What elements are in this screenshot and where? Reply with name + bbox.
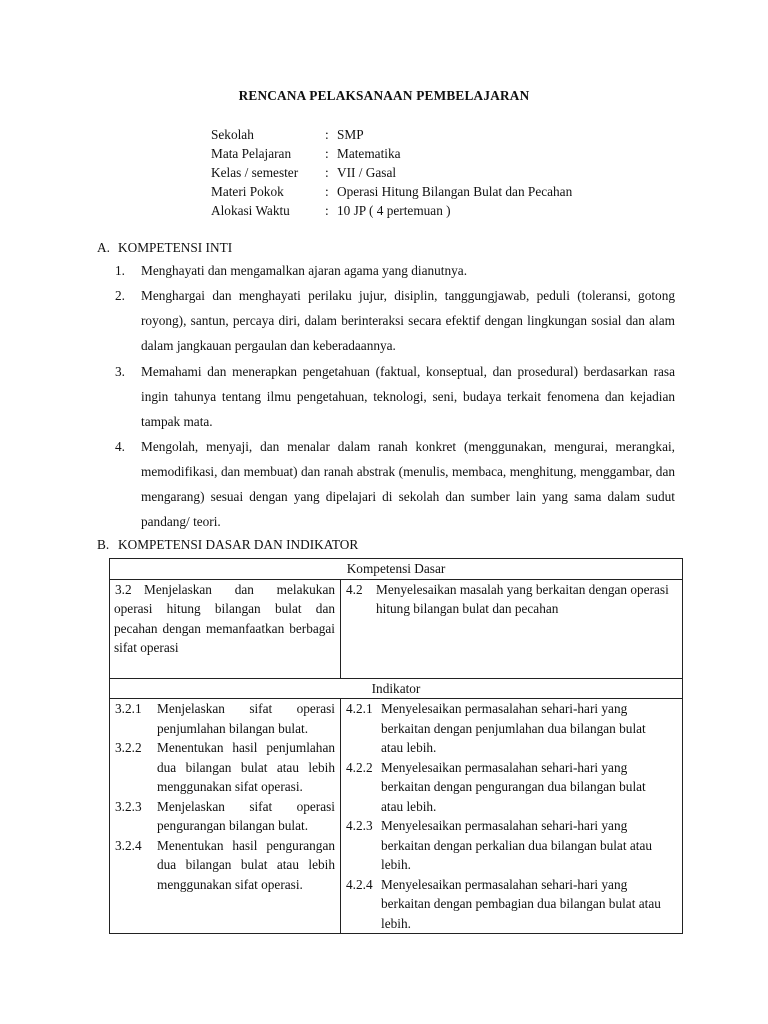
identity-label: Materi Pokok bbox=[211, 184, 284, 199]
identity-row-kelas bbox=[211, 163, 396, 182]
indikator-number: 4.2.4 bbox=[346, 876, 373, 892]
identity-colon: : bbox=[325, 127, 329, 142]
indikator-item-4-2-3 bbox=[346, 816, 671, 875]
identity-value: 10 JP ( 4 pertemuan ) bbox=[337, 203, 451, 218]
indikator-text: Menjelaskan sifat operasi pengurangan bilangan bulat. bbox=[157, 798, 335, 833]
indikator-text: Menentukan hasil pengurangan dua bilangan bulat atau lebih menggunakan sifat operasi. bbox=[157, 837, 335, 892]
identity-colon: : bbox=[325, 146, 329, 161]
indikator-item-3-2-3 bbox=[115, 797, 335, 836]
identity-colon: : bbox=[325, 165, 329, 180]
identity-value: VII / Gasal bbox=[337, 165, 397, 180]
ki-number: 3. bbox=[115, 364, 125, 379]
indikator-number: 3.2.2 bbox=[115, 740, 142, 755]
indikator-number: 4.2.1 bbox=[346, 701, 373, 716]
ki-text: Mengolah, menyaji, dan menalar dalam ranah konkret (menggunakan, mengurai, merangkai, memodifikasi, dan membuat) dan ranah abstrak (menulis, membaca, menghitung, menggambar, dan mengarang) sesuai dengan yang dipelajari di sekolah dan sumber lain yang sama dalam sudut pandang/ teori. bbox=[141, 439, 675, 529]
indikator-text: Menentukan hasil penjumlahan dua bilangan bulat atau lebih menggunakan sifat operasi. bbox=[157, 740, 335, 794]
section-letter: B. bbox=[97, 537, 110, 552]
kd-left-cell bbox=[110, 579, 341, 678]
identity-row-mata-pelajaran bbox=[211, 144, 401, 163]
ki-number: 2. bbox=[115, 288, 125, 303]
indikator-item-4-2-2 bbox=[346, 758, 671, 817]
indikator-item-3-2-1 bbox=[115, 699, 335, 738]
kd-header-cell: Kompetensi Dasar bbox=[110, 559, 683, 580]
identity-value: Operasi Hitung Bilangan Bulat dan Pecahan bbox=[337, 184, 573, 199]
kd-text: Menyelesaikan masalah yang berkaitan dengan operasi hitung bilangan bulat dan pecahan bbox=[376, 581, 669, 616]
kd-text: Menjelaskan dan melakukan operasi hitung bilangan bulat dan pecahan dengan memanfaatkan berbagai sifat operasi bbox=[114, 581, 335, 655]
identity-row-materi-pokok bbox=[211, 182, 572, 201]
indikator-number: 3.2.3 bbox=[115, 798, 142, 814]
kd-item-4-2 bbox=[346, 580, 677, 619]
indikator-number: 4.2.2 bbox=[346, 759, 373, 775]
identity-label: Kelas / semester bbox=[211, 165, 299, 180]
identity-value: SMP bbox=[337, 127, 364, 142]
indikator-number: 3.2.4 bbox=[115, 837, 142, 853]
ki-item-3 bbox=[115, 359, 675, 434]
kd-number: 4.2 bbox=[346, 581, 363, 597]
indikator-item-4-2-4 bbox=[346, 875, 671, 934]
identity-label: Mata Pelajaran bbox=[211, 146, 292, 161]
kd-item-3-2 bbox=[115, 580, 335, 658]
indikator-number: 3.2.1 bbox=[115, 701, 142, 716]
indikator-right-cell bbox=[341, 699, 683, 934]
identity-label: Alokasi Waktu bbox=[211, 203, 290, 218]
section-a-heading bbox=[97, 240, 232, 256]
ki-item-4 bbox=[115, 434, 675, 534]
kd-indikator-table bbox=[109, 558, 683, 934]
indikator-text: Menyelesaikan permasalahan sehari-hari yang berkaitan dengan pengurangan dua bilangan bulat atau lebih. bbox=[381, 759, 646, 814]
ki-number: 1. bbox=[115, 263, 125, 278]
indikator-text: Menyelesaikan permasalahan sehari-hari yang berkaitan dengan penjumlahan dua bilangan bulat atau lebih. bbox=[381, 701, 646, 755]
ki-item-2 bbox=[115, 283, 675, 358]
indikator-left-cell bbox=[110, 699, 341, 934]
kd-number: 3.2 bbox=[115, 581, 132, 597]
indikator-item-4-2-1 bbox=[346, 699, 671, 758]
section-title: KOMPETENSI INTI bbox=[118, 240, 233, 255]
identity-row-sekolah bbox=[211, 125, 364, 144]
indikator-text: Menjelaskan sifat operasi penjumlahan bilangan bulat. bbox=[157, 701, 335, 736]
kd-right-cell bbox=[341, 579, 683, 678]
indikator-item-3-2-2 bbox=[115, 738, 335, 797]
kd-text-hang bbox=[114, 580, 335, 658]
identity-colon: : bbox=[325, 184, 329, 199]
indikator-number: 4.2.3 bbox=[346, 818, 373, 833]
indikator-text: Menyelesaikan permasalahan sehari-hari yang berkaitan dengan pembagian dua bilangan bulat atau lebih. bbox=[381, 876, 661, 931]
indikator-text: Menyelesaikan permasalahan sehari-hari yang berkaitan dengan perkalian dua bilangan bulat atau lebih. bbox=[381, 818, 652, 872]
kd-text-wrap bbox=[115, 580, 335, 658]
ki-number: 4. bbox=[115, 439, 125, 454]
section-b-heading bbox=[97, 537, 358, 553]
ki-text: Memahami dan menerapkan pengetahuan (faktual, konseptual, dan prosedural) berdasarkan rasa ingin tahunya tentang ilmu pengetahuan, teknologi, seni, budaya terkait fenomena dan kejadian tampak mata. bbox=[141, 364, 675, 429]
ki-text: Menghayati dan mengamalkan ajaran agama yang dianutnya. bbox=[141, 263, 468, 278]
identity-label: Sekolah bbox=[211, 127, 254, 142]
identity-value: Matematika bbox=[337, 146, 401, 161]
section-letter: A. bbox=[97, 240, 110, 255]
identity-row-alokasi-waktu bbox=[211, 201, 451, 220]
ki-item-1 bbox=[115, 258, 675, 283]
document-title: RENCANA PELAKSANAAN PEMBELAJARAN bbox=[238, 88, 530, 103]
identity-colon: : bbox=[325, 203, 329, 218]
kd-text-block bbox=[114, 580, 335, 658]
indikator-item-3-2-4 bbox=[115, 836, 335, 895]
indikator-header-cell: Indikator bbox=[110, 678, 683, 699]
section-title: KOMPETENSI DASAR DAN INDIKATOR bbox=[118, 537, 359, 552]
ki-text: Menghargai dan menghayati perilaku jujur, disiplin, tanggungjawab, peduli (toleransi, gotong royong), santun, percaya diri, dalam berinteraksi secara efektif dengan lingkungan sosial dan alam dalam jangkauan pergaulan dan keberadaannya. bbox=[141, 288, 675, 353]
